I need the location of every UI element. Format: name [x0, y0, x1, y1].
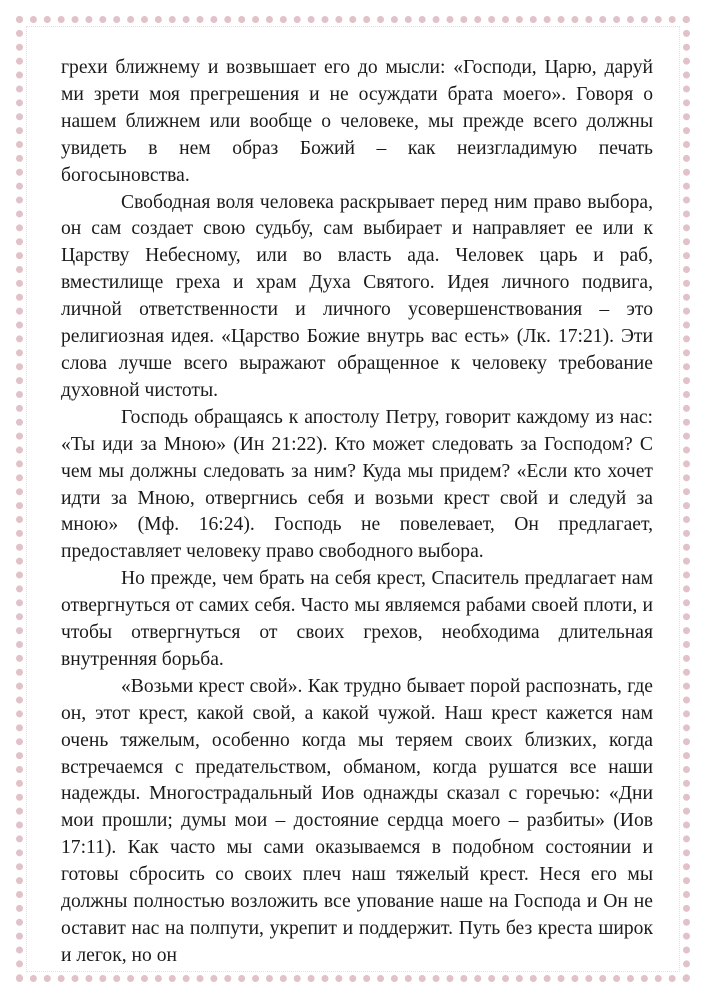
paragraph-2: Свободная воля человека раскрывает перед ним право выбора, он сам создает свою судьбу, сам выбирает и направляет ее или к Царству Небесному, или во власть ада. Человек царь и раб, вместилище греха и храм Духа Святого. Идея личного подвига, личной ответственности и личного усовершенствования – это религиозная идея. «Царство Божие внутрь вас есть» (Лк. 17:21). Эти слова лучше всего выражают обращенное к человеку требование духовной чистоты.: [61, 191, 653, 401]
paragraph-5: «Возьми крест свой». Как трудно бывает порой распознать, где он, этот крест, какой свой, а какой чужой. Наш крест кажется нам очень тяжелым, особенно когда мы теряем своих близких, когда встречаемся с предательством, обманом, когда рушатся все наши надежды. Многострадальный Иов однажды сказал с горечью: «Дни мои прошли; думы мои – достояние сердца моего – разбиты» (Иов 17:11). Как часто мы сами оказываемся в подобном состоянии и готовы сбросить со своих плеч наш тяжелый крест. Неся его мы должны полностью возложить все упование наше на Господа и Он не оставит нас на полпути, укрепит и поддержит. Путь без креста широк и легок, но он: [61, 675, 653, 966]
paragraph-1: грехи ближнему и возвышает его до мысли: «Господи, Царю, даруй ми зрети моя прегрешения и не осуждати брата моего». Говоря о нашем ближнем или вообще о человеке, мы прежде всего должны увидеть в нем образ Божий – как неизгладимую печать богосыновства.: [61, 57, 653, 186]
body-text: [61, 55, 653, 970]
paragraph-3: Господь обращаясь к апостолу Петру, говорит каждому из нас: «Ты иди за Мною» (Ин 21:22). Кто может следовать за Господом? С чем мы должны следовать за ним? Куда мы придем? «Если кто хочет идти за Мною, отвергнись себя и возьми крест свой и следуй за мною» (Мф. 16:24). Господь не повелевает, Он предлагает, предоставляет человеку право свободного выбора.: [61, 406, 653, 563]
paragraph-4: Но прежде, чем брать на себя крест, Спаситель предлагает нам отвергнуться от самих себя. Часто мы являемся рабами своей плоти, и чтобы отвергнуться от своих грехов, необходима длительная внутренняя борьба.: [61, 568, 653, 670]
